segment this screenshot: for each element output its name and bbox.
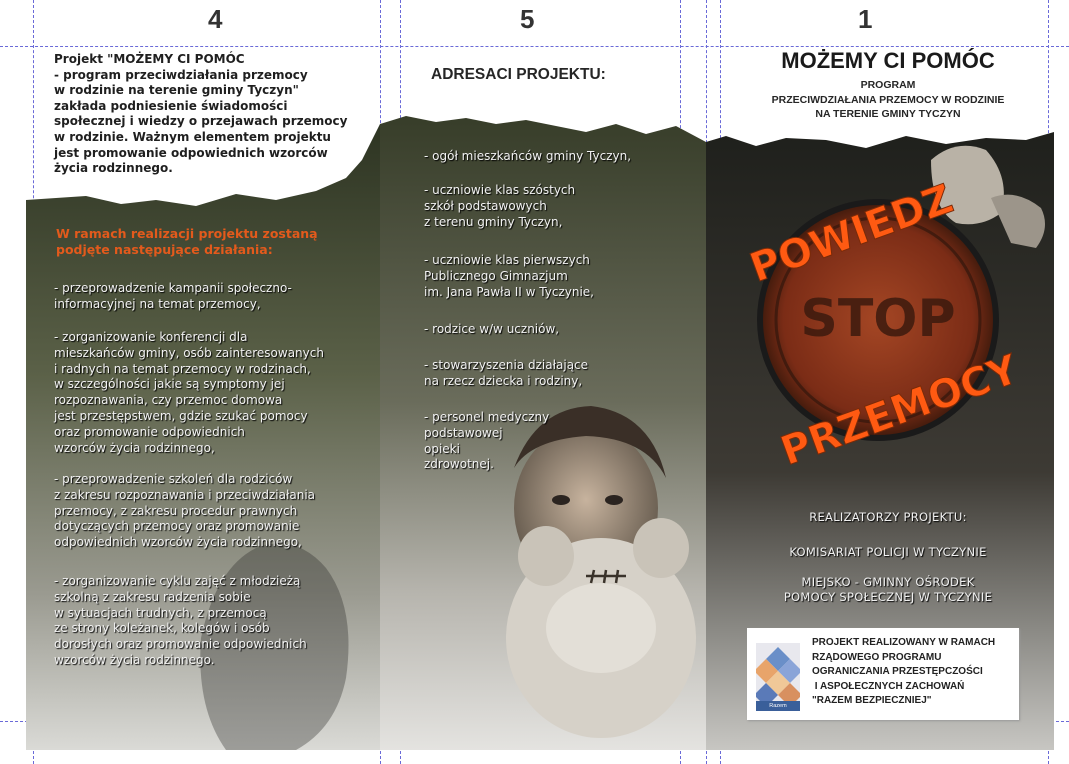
program-info-box [747, 628, 1019, 720]
recipient-item: - ogół mieszkańców gminy Tyczyn, [424, 149, 632, 163]
poster-word-top: POWIEDZ [744, 175, 959, 292]
action-item: - zorganizowanie cyklu zajęć z młodzieżą szkolną z zakresu radzenia sobie w sytuacjach trudnych, z przemocą ze strony koleżanek, kolegów i osób dorosłych oraz promowanie odpowiednich wzorców życia rodzinnego. [54, 574, 307, 667]
logo-caption: Razem bezpieczniej [756, 701, 800, 711]
stop-word: STOP [800, 289, 956, 349]
intro-text: Projekt "MOŻEMY CI POMÓC - program przeciwdziałania przemocy w rodzinie na terenie gminy Tyczyn" zakłada podniesienie świadomości społecznej i wiedzy o przejawach przemocy w rodzinie. Ważnym elementem projektu jest promowanie odpowiednich wzorców życia rodzinnego. [54, 52, 348, 176]
poster-word-bottom: PRZEMOCY [774, 346, 1025, 475]
panel-number-middle: 5 [520, 4, 535, 34]
recipient-item: - uczniowie klas pierwszych Publicznego Gimnazjum im. Jana Pawła II w Tyczynie, [424, 253, 594, 299]
action-item: - przeprowadzenie szkoleń dla rodziców z zakresu rozpoznawania i przeciwdziałania przemocy, z zakresu procedur prawnych dotyczących przemocy oraz promowanie odpowiednich wzorców życia rodzinnego, [54, 472, 316, 550]
panel-number-right: 1 [858, 4, 873, 34]
program-info-text: PROJEKT REALIZOWANY W RAMACH RZĄDOWEGO PROGRAMU OGRANICZANIA PRZESTĘPCZOŚCI I ASPOŁECZNYCH ZACHOWAŃ "RAZEM BEZPIECZNIEJ" [812, 637, 996, 706]
implementers-label: REALIZATORZY PROJEKTU: [809, 510, 967, 524]
brochure-subtitle: PROGRAM PRZECIWDZIAŁANIA PRZEMOCY W RODZINIE NA TERENIE GMINY TYCZYN [771, 79, 1005, 120]
implementer-social-center: MIEJSKO - GMINNY OŚRODEK POMOCY SPOŁECZNEJ W TYCZYNIE [783, 575, 993, 604]
recipient-item: - uczniowie klas szóstych szkół podstawowych z terenu gminy Tyczyn, [424, 183, 576, 229]
action-item: - zorganizowanie konferencji dla mieszkańców gminy, osób zainteresowanych i radnych na temat przemocy w rodzinach, w szczególności jakie są symptomy jej rozpoznawania, czy przemoc domowa jest przestępstwem, gdzie szukać pomocy oraz promowanie odpowiednich wzorców życia rodzinnego, [54, 330, 324, 455]
razem-bezpieczniej-logo [756, 638, 800, 710]
implementer-police: KOMISARIAT POLICJI W TYCZYNIE [789, 545, 987, 559]
recipient-item: - rodzice w/w uczniów, [424, 322, 560, 336]
brochure-sheet [26, 28, 1054, 750]
recipient-item: - personel medyczny podstawowej opieki zdrowotnej. [424, 410, 550, 472]
recipients-title: ADRESACI PROJEKTU: [431, 66, 606, 83]
actions-heading: W ramach realizacji projektu zostaną podjęte następujące działania: [56, 226, 318, 257]
recipient-item: - stowarzyszenia działające na rzecz dziecka i rodziny, [424, 358, 589, 388]
action-item: - przeprowadzenie kampanii społeczno- informacyjnej na temat przemocy, [54, 281, 292, 311]
brochure-title: MOŻEMY CI POMÓC [781, 48, 995, 73]
panel-number-left: 4 [208, 4, 223, 34]
